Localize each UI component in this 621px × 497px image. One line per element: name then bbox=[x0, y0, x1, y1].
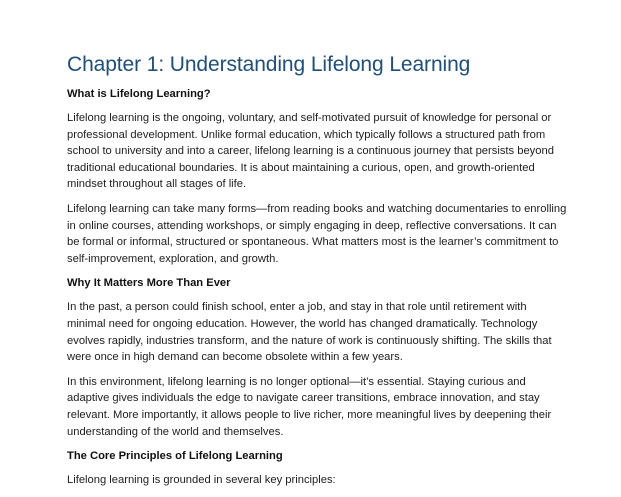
document-page bbox=[67, 52, 567, 497]
chapter-title: Chapter 1: Understanding Lifelong Learning bbox=[67, 53, 471, 76]
section-heading-what-is: What is Lifelong Learning? bbox=[67, 88, 211, 100]
section-heading-why-it-matters: Why It Matters More Than Ever bbox=[67, 277, 231, 290]
paragraph: Lifelong learning is the ongoing, voluntary, and self-motivated pursuit of knowledge for personal or professional development. Unlike formal education, which typically follows a structured path from school to university and into a career, lifelong learning is a continuous journey that persists beyond traditional educational boundaries. It is about maintaining a curious, open, and growth-oriented mindset throughout all stages of life. bbox=[67, 112, 554, 191]
paragraph: In this environment, lifelong learning is no longer optional—it’s essential. Staying curious and adaptive gives individuals the edge to navigate career transitions, embrace innovation, and stay relevant. More importantly, it allows people to live richer, more meaningful lives by deepening their understanding of the world and themselves. bbox=[67, 375, 552, 438]
paragraph: Lifelong learning is grounded in several key principles: bbox=[67, 474, 336, 487]
paragraph: In the past, a person could finish school, enter a job, and stay in that role until retirement with minimal need for ongoing education. However, the world has changed dramatically. Technology evolves rapidly, industries transform, and the nature of work is continuously shifting. The skills that were once in high demand can become obsolete within a few years. bbox=[67, 301, 552, 364]
paragraph: Lifelong learning can take many forms—from reading books and watching documentaries to enrolling in online courses, attending workshops, or simply engaging in deep, reflective conversations. It can be formal or informal, structured or spontaneous. What matters most is the learner’s commitment to self-improvement, exploration, and growth. bbox=[67, 202, 567, 265]
section-heading-core-principles: The Core Principles of Lifelong Learning bbox=[67, 450, 283, 463]
